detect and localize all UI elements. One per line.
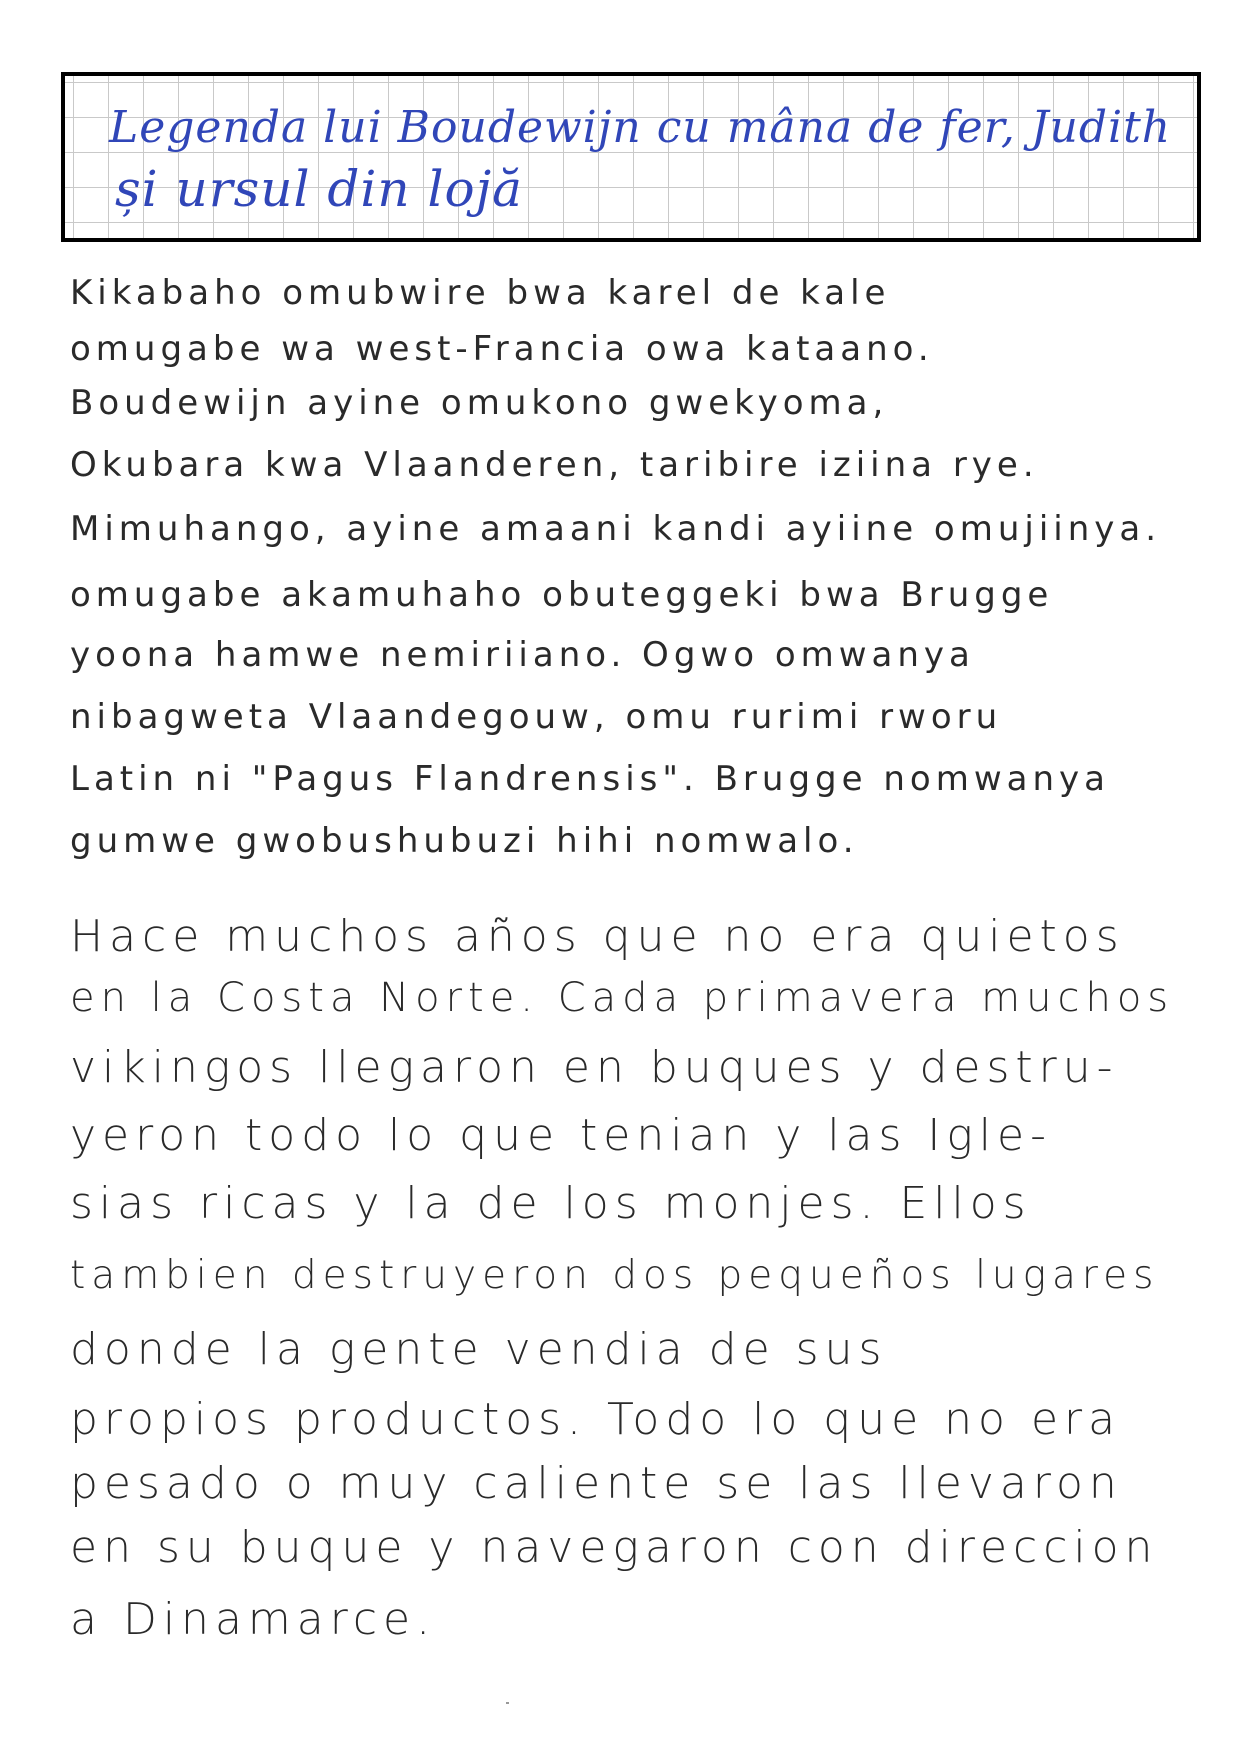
stray-mark (506, 1702, 509, 1704)
text-line: gumwe gwobushubuzi hihi nomwalo. (70, 821, 859, 861)
text-line: Kikabaho omubwire bwa karel de kale (70, 273, 891, 313)
text-line: tambien destruyeron dos pequeños lugares (70, 1253, 1160, 1298)
text-line: yoona hamwe nemiriiano. Ogwo omwanya (70, 635, 975, 675)
text-line: sias ricas y la de los monjes. Ellos (70, 1178, 1032, 1229)
text-line: omugabe wa west-Francia owa kataano. (70, 329, 934, 369)
text-line: a Dinamarce. (70, 1594, 437, 1645)
text-line: Latin ni "Pagus Flandrensis". Brugge nomwanya (70, 759, 1110, 799)
text-line: en la Costa Norte. Cada primavera muchos (70, 975, 1175, 1021)
text-line: vikingos llegaron en buques y destru- (70, 1042, 1119, 1093)
text-line: en su buque y navegaron con direccion (70, 1522, 1159, 1573)
text-line: Okubara kwa Vlaanderen, taribire iziina rye. (70, 445, 1039, 485)
text-line: yeron todo lo que tenian y las Igle- (70, 1110, 1052, 1161)
text-line: nibagweta Vlaandegouw, omu rurimi rworu (70, 697, 1003, 737)
text-line: Boudewijn ayine omukono gwekyoma, (70, 383, 889, 423)
title-box (61, 72, 1201, 242)
title-line-2: și ursul din lojă (115, 160, 523, 218)
text-line: Hace muchos años que no era quietos (70, 911, 1125, 962)
text-line: propios productos. Todo lo que no era (70, 1394, 1122, 1445)
text-line: pesado o muy caliente se las llevaron (70, 1458, 1123, 1509)
text-line: donde la gente vendia de sus (70, 1324, 888, 1375)
text-line: omugabe akamuhaho obuteggeki bwa Brugge (70, 575, 1054, 615)
title-line-1: Legenda lui Boudewijn cu mâna de fer, Judith (109, 102, 1172, 153)
text-line: Mimuhango, ayine amaani kandi ayiine omujiinya. (70, 509, 1162, 549)
